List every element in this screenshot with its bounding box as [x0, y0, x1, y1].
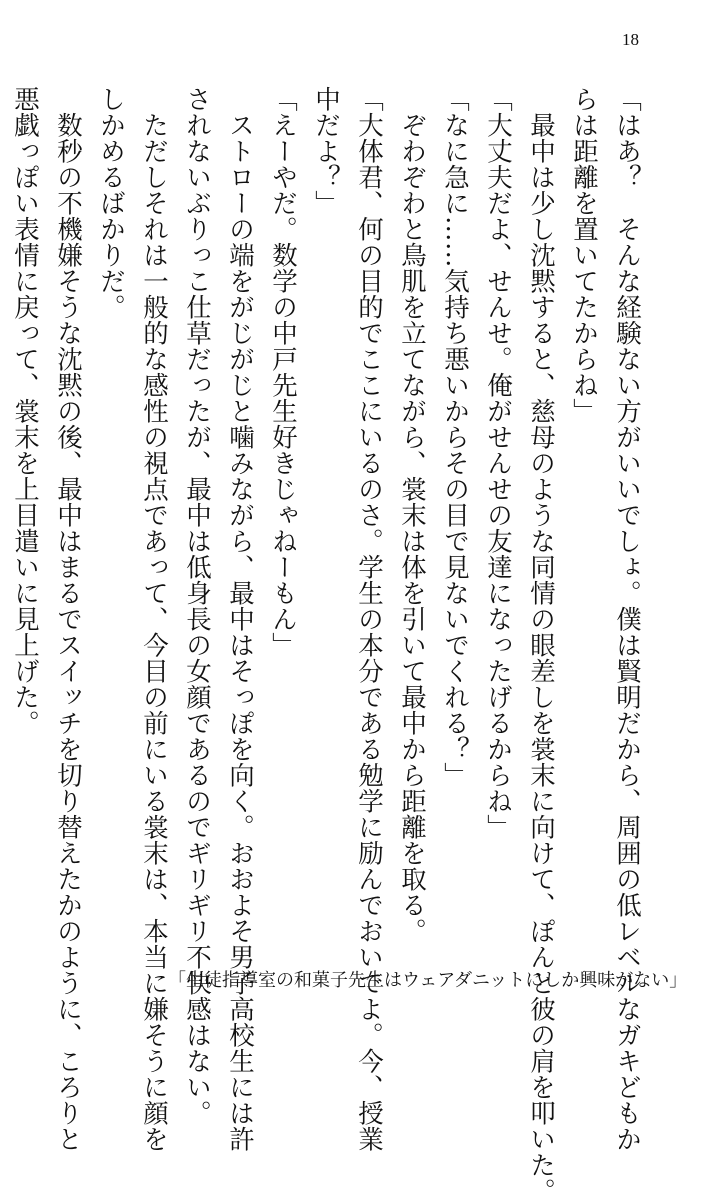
text-line: しかめるばかりだ。 — [96, 86, 126, 320]
text-line: 「大丈夫だよ、せんせ。俺がせんせの友達になったげるからね」 — [483, 86, 513, 840]
text-line: 「大体君、何の目的でここにいるのさ。学生の本分である勉学に励んでおいでよ。今、授業 — [354, 86, 384, 1152]
text-line: 「はあ？ そんな経験ない方がいいでしょ。僕は賢明だから、周囲の低レベルなガキどもか — [612, 86, 642, 1152]
text-line: 「えーやだ。数学の中戸先生好きじゃねーもん」 — [268, 86, 298, 658]
text-line: ただしそれは一般的な感性の視点であって、今目の前にいる裳末は、本当に嫌そうに顔を — [139, 86, 169, 1152]
text-line — [0, 86, 3, 976]
text-line: ぞわぞわと鳥肌を立てながら、裳末は体を引いて最中から距離を取る。 — [397, 86, 427, 944]
text-line: ストローの端をがじがじと噛みながら、最中はそっぽを向く。おおよそ男子高校生には許 — [225, 86, 255, 1152]
text-line: 悪戯っぽい表情に戻って、裳末を上目遣いに見上げた。 — [10, 86, 40, 736]
text-line: されないぶりっこ仕草だったが、最中は低身長の女顔であるのでギリギリ不快感はない。 — [182, 86, 212, 1126]
text-line: らは距離を置いてたからね」 — [569, 86, 599, 424]
text-line: 中だよ？」 — [311, 86, 341, 216]
page-number: 18 — [622, 30, 639, 49]
text-line: 数秒の不機嫌そうな沈黙の後、最中はまるでスイッチを切り替えたかのように、ころりと — [53, 86, 83, 1152]
text-line: 最中は少し沈黙すると、慈母のような同情の眼差しを裳末に向けて、ぽんと彼の肩を叩いた。 — [526, 86, 556, 1204]
text-line: 「なに急に……気持ち悪いからその目で見ないでくれる？」 — [440, 86, 470, 788]
running-footer: 「生徒指導室の和菓子先生はウェアダニットにしか興味がない」 — [168, 970, 688, 991]
